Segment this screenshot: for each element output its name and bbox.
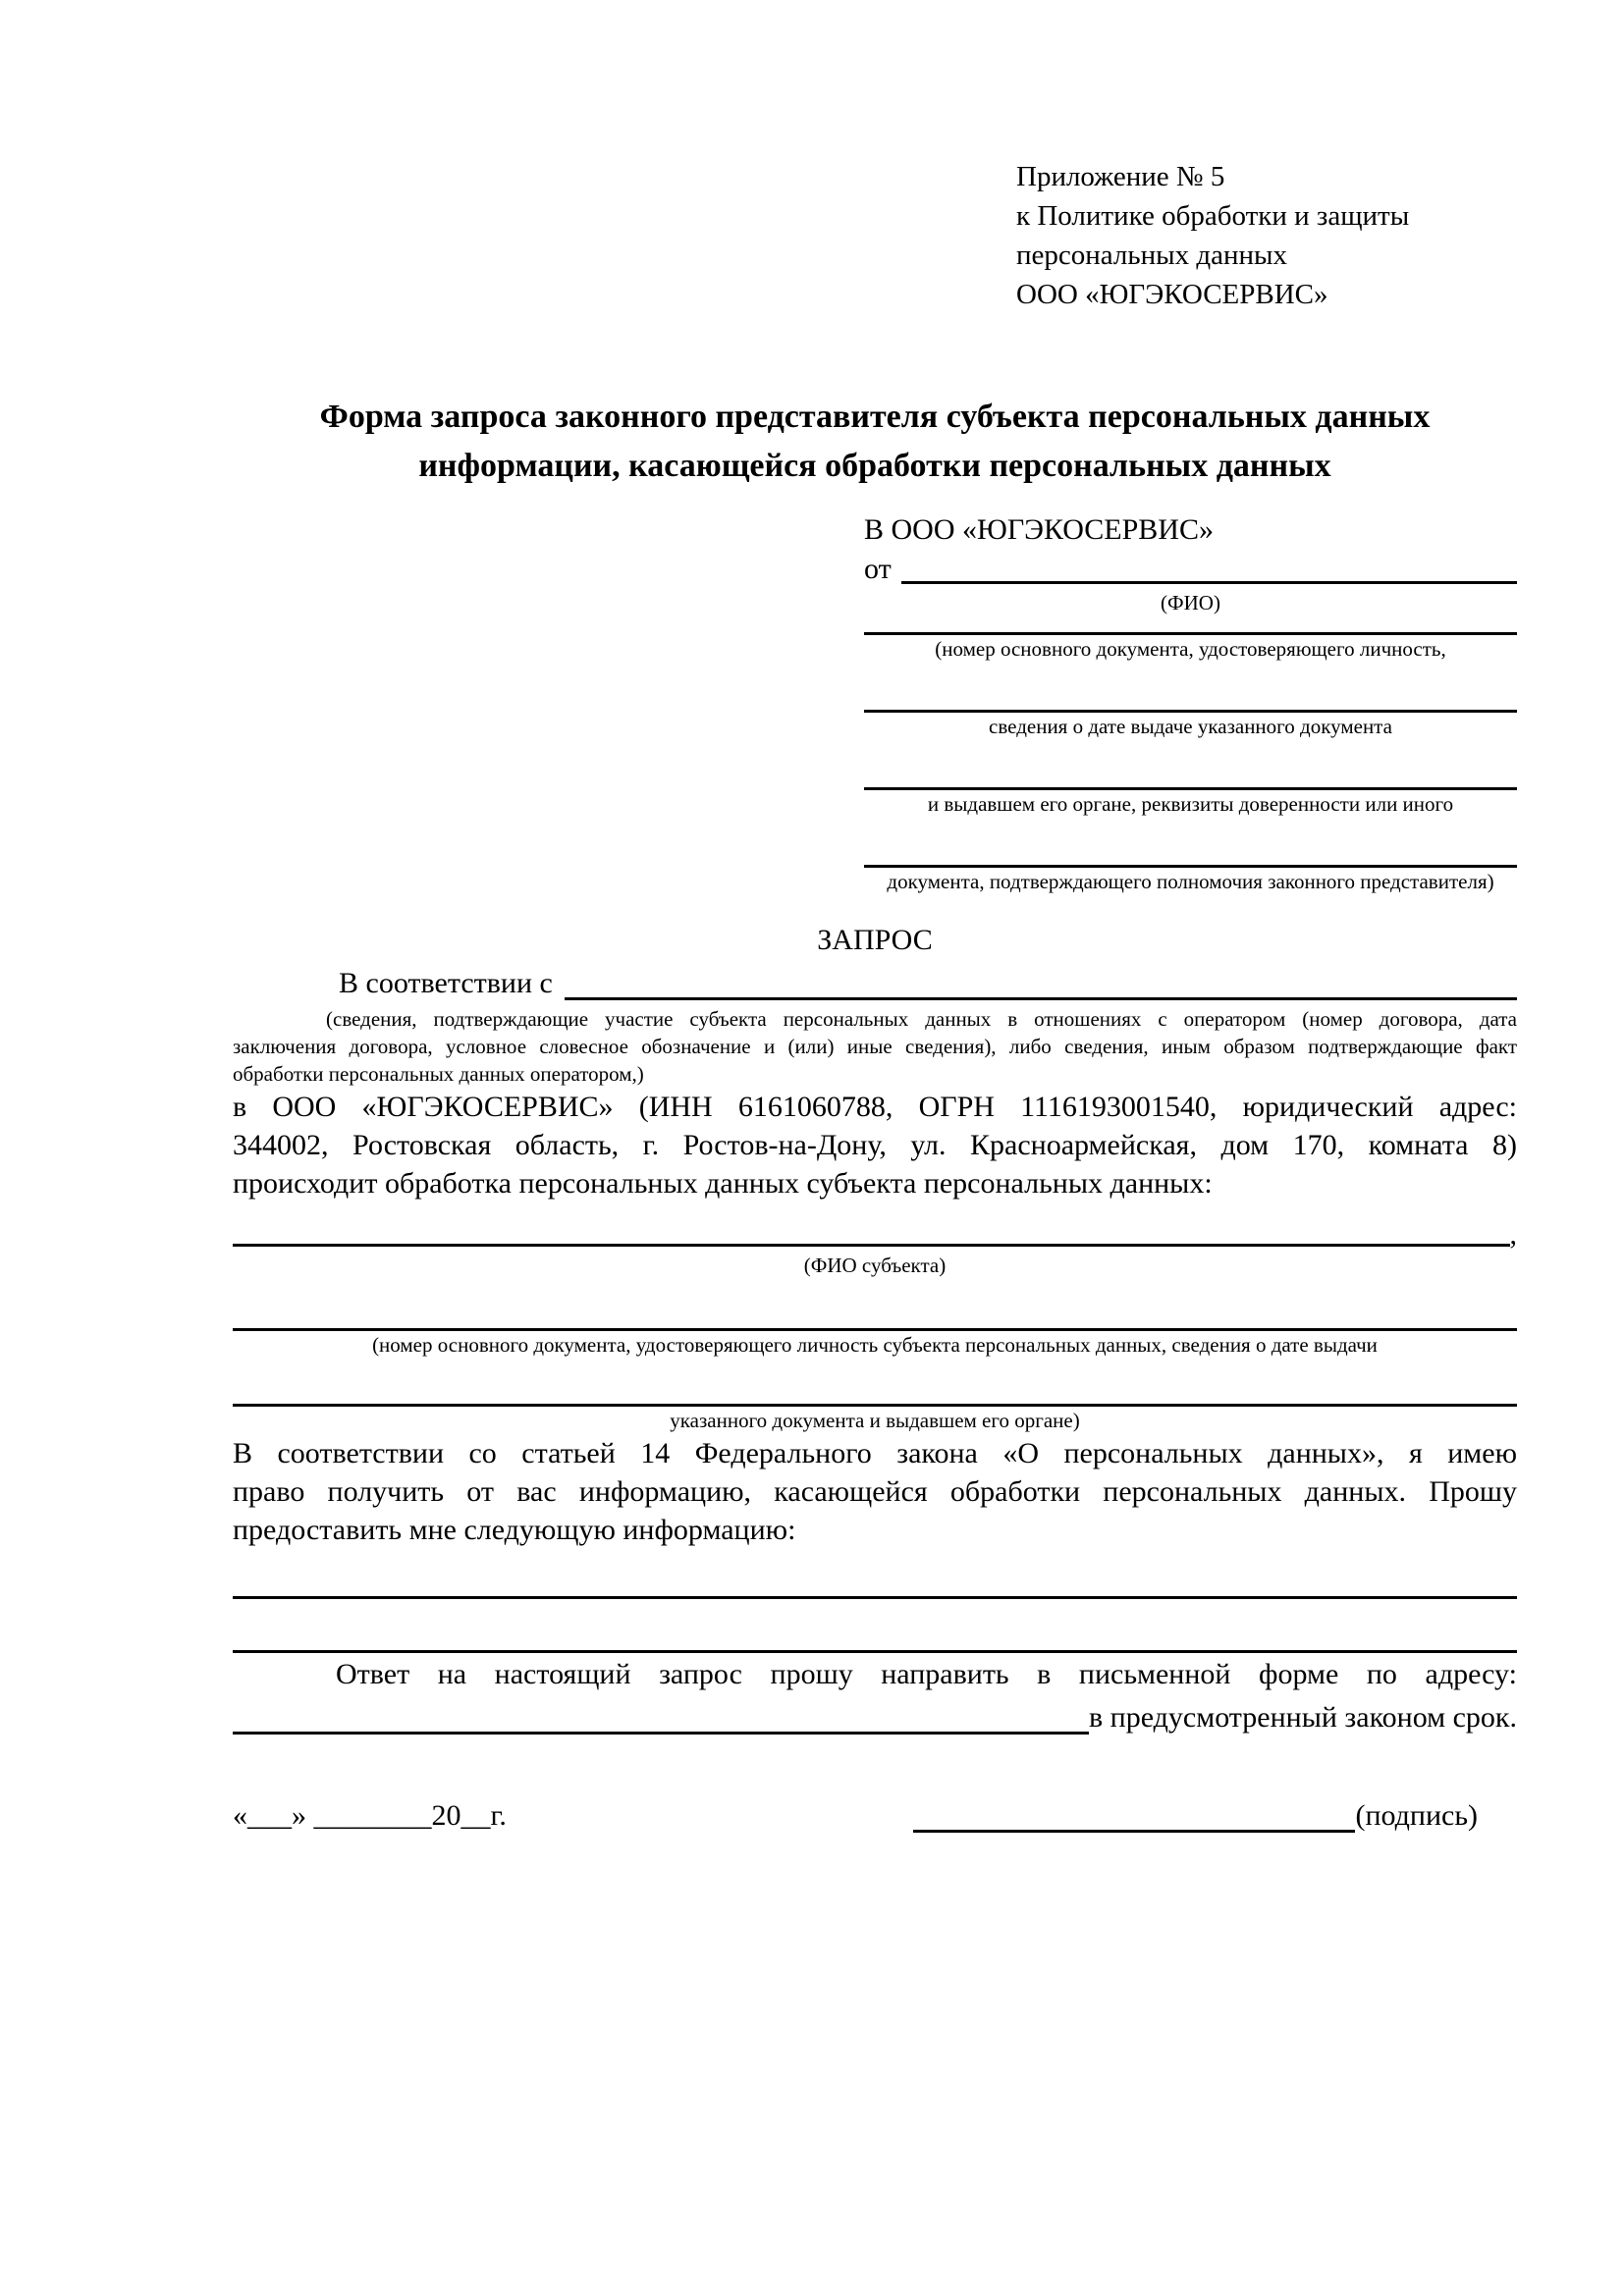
law-paragraph-line-1: В соответствии со статьей 14 Федерального закона «О персональных данных», я имею <box>233 1437 1517 1469</box>
appendix-line-4: ООО «ЮГЭКОСЕРВИС» <box>1016 279 1328 310</box>
footer-row <box>233 1794 1517 1838</box>
addressee-block <box>864 510 1517 895</box>
basis-caption <box>233 1005 1517 1088</box>
subject-fio-comma: , <box>1509 1218 1517 1251</box>
appendix-line-2: к Политике обработки и защиты <box>1016 200 1410 232</box>
addressee-from-row <box>864 550 1517 589</box>
operator-paragraph <box>233 1088 1517 1202</box>
form-title-line-2: информации, касающейся обработки персональных данных <box>418 448 1331 484</box>
law-paragraph-line-3: предоставить мне следующую информацию: <box>233 1514 796 1546</box>
appendix-note <box>1016 157 1517 314</box>
from-fio-field-line <box>901 550 1517 584</box>
request-heading: ЗАПРОС <box>817 924 933 956</box>
signature-block <box>913 1794 1478 1838</box>
basis-field-line <box>565 962 1517 1000</box>
form-title <box>233 393 1517 491</box>
representative-doc-caption-4: документа, подтверждающего полномочия законного представителя) <box>887 870 1494 893</box>
reply-address-field-line <box>233 1696 1089 1735</box>
representative-doc-field-line-3 <box>864 740 1517 790</box>
reply-paragraph: Ответ на настоящий запрос прошу направить в письменной форме по адресу: <box>336 1658 1517 1690</box>
representative-doc-caption-3: и выдавшем его органе, реквизиты доверенности или иного <box>927 792 1454 816</box>
subject-fio-field-line <box>233 1218 1510 1247</box>
basis-row <box>233 962 1517 1005</box>
basis-caption-line-1: (сведения, подтверждающие участие субъекта персональных данных в отношениях с оператором (номер договора, дата <box>326 1007 1517 1031</box>
subject-doc-field-line-1 <box>233 1279 1517 1331</box>
reply-tail: в предусмотренный законом срок. <box>1089 1701 1517 1734</box>
basis-label: В соответствии с <box>339 967 553 999</box>
subject-doc-caption-1: (номер основного документа, удостоверяющего личность субъекта персональных данных, сведения о дате выдачи <box>372 1333 1378 1357</box>
signature-field-line <box>913 1794 1355 1833</box>
law-paragraph-line-2: право получить от вас информацию, касающейся обработки персональных данных. Прошу <box>233 1475 1517 1508</box>
representative-doc-caption-2: сведения о дате выдаче указанного документа <box>989 715 1392 738</box>
addressee-to: В ООО «ЮГЭКОСЕРВИС» <box>864 513 1214 546</box>
subject-fio-row <box>233 1218 1517 1252</box>
info-field-line-1 <box>233 1569 1517 1599</box>
info-field-line-2 <box>233 1599 1517 1653</box>
basis-caption-line-2: заключения договора, условное словесное обозначение и (или) иные сведения), либо сведения, иным образом подтверждающие факт <box>233 1035 1517 1058</box>
operator-paragraph-line-2: 344002, Ростовская область, г. Ростов-на-Дону, ул. Красноармейская, дом 170, комната 8) <box>233 1129 1517 1161</box>
law-paragraph <box>233 1434 1517 1549</box>
appendix-line-3: персональных данных <box>1016 240 1288 271</box>
from-label: от <box>864 553 892 585</box>
operator-paragraph-line-3: происходит обработка персональных данных субъекта персональных данных: <box>233 1167 1213 1200</box>
date-line: «___» ________20__г. <box>233 1799 507 1832</box>
signature-caption: (подпись) <box>1355 1799 1478 1832</box>
subject-doc-field-line-2 <box>233 1359 1517 1407</box>
reply-address-row <box>233 1696 1517 1739</box>
fio-caption: (ФИО) <box>1161 591 1220 614</box>
basis-caption-line-3: обработки персональных данных оператором,) <box>233 1062 644 1086</box>
representative-doc-field-line-4 <box>864 818 1517 868</box>
subject-fio-caption: (ФИО субъекта) <box>803 1254 947 1277</box>
subject-doc-caption-2: указанного документа и выдавшем его органе) <box>670 1409 1080 1432</box>
appendix-line-1: Приложение № 5 <box>1016 161 1225 192</box>
representative-doc-field-line-1 <box>864 616 1517 635</box>
operator-paragraph-line-1: в ООО «ЮГЭКОСЕРВИС» (ИНН 6161060788, ОГРН 1116193001540, юридический адрес: <box>233 1091 1517 1123</box>
representative-doc-caption-1: (номер основного документа, удостоверяющего личность, <box>935 637 1446 661</box>
form-title-line-1: Форма запроса законного представителя субъекта персональных данных <box>319 399 1431 435</box>
representative-doc-field-line-2 <box>864 663 1517 713</box>
